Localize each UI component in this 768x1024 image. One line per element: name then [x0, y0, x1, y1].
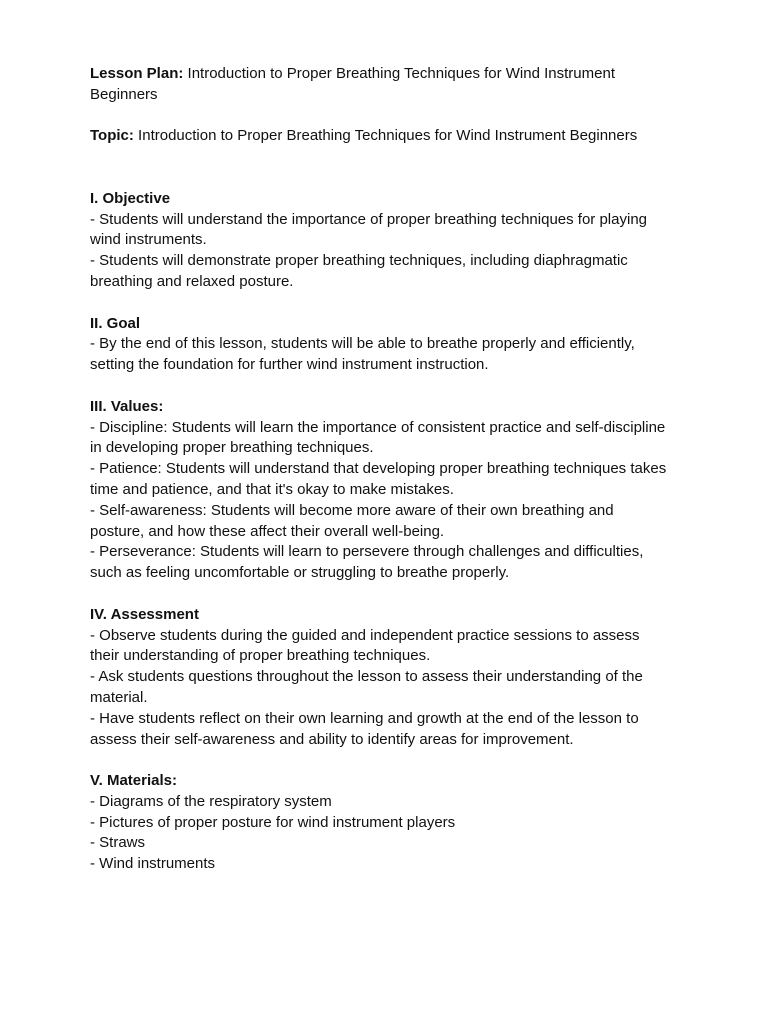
assessment-section: [90, 605, 670, 751]
values-section: [90, 397, 670, 584]
list-item: - Self-awareness: Students will become more aware of their own breathing and posture, and how these affect their overall well-being.: [90, 501, 614, 540]
list-item: - Straws: [90, 834, 146, 852]
list-item: - Observe students during the guided and independent practice sessions to assess their understanding of proper breathing techniques.: [90, 626, 640, 665]
spacer: [90, 106, 670, 127]
assessment-heading: IV. Assessment: [90, 605, 199, 623]
list-item: - Perseverance: Students will learn to persevere through challenges and difficulties, such as feeling uncomfortable or struggling to breathe properly.: [90, 543, 644, 582]
list-item: - Discipline: Students will learn the importance of consistent practice and self-discipline in developing proper breathing techniques.: [90, 418, 666, 457]
values-heading: III. Values:: [90, 397, 164, 415]
goal-section: [90, 314, 670, 376]
list-item: - By the end of this lesson, students will be able to breathe properly and efficiently, setting the foundation for further wind instrument instruction.: [90, 335, 635, 374]
list-item: - Ask students questions throughout the lesson to assess their understanding of the material.: [90, 668, 643, 706]
topic-text: Introduction to Proper Breathing Techniques for Wind Instrument Beginners: [133, 127, 638, 145]
topic-label: Topic:: [90, 127, 134, 145]
list-item: - Diagrams of the respiratory system: [90, 792, 332, 810]
topic-line: [90, 126, 670, 147]
materials-heading: V. Materials:: [90, 772, 177, 790]
list-item: - Patience: Students will understand that developing proper breathing techniques takes time and patience, and that it's okay to make mistakes.: [90, 460, 667, 498]
list-item: - Wind instruments: [90, 855, 216, 873]
document-page: [90, 64, 670, 896]
goal-heading: II. Goal: [90, 314, 141, 332]
list-item: - Pictures of proper posture for wind instrument players: [90, 813, 456, 831]
spacer: [90, 147, 670, 189]
lesson-plan-line: [90, 64, 670, 106]
list-item: - Students will understand the importance of proper breathing techniques for playing wind instruments.: [90, 210, 647, 249]
list-item: - Have students reflect on their own learning and growth at the end of the lesson to assess their self-awareness and ability to identify areas for improvement.: [90, 709, 639, 748]
lesson-plan-label: Lesson Plan:: [90, 65, 184, 82]
list-item: - Students will demonstrate proper breathing techniques, including diaphragmatic breathing and relaxed posture.: [90, 252, 628, 290]
materials-section: [90, 771, 670, 875]
objective-section: [90, 189, 670, 293]
lesson-plan-text: Introduction to Proper Breathing Techniques for Wind Instrument Beginners: [90, 65, 615, 103]
objective-heading: I. Objective: [90, 189, 171, 207]
